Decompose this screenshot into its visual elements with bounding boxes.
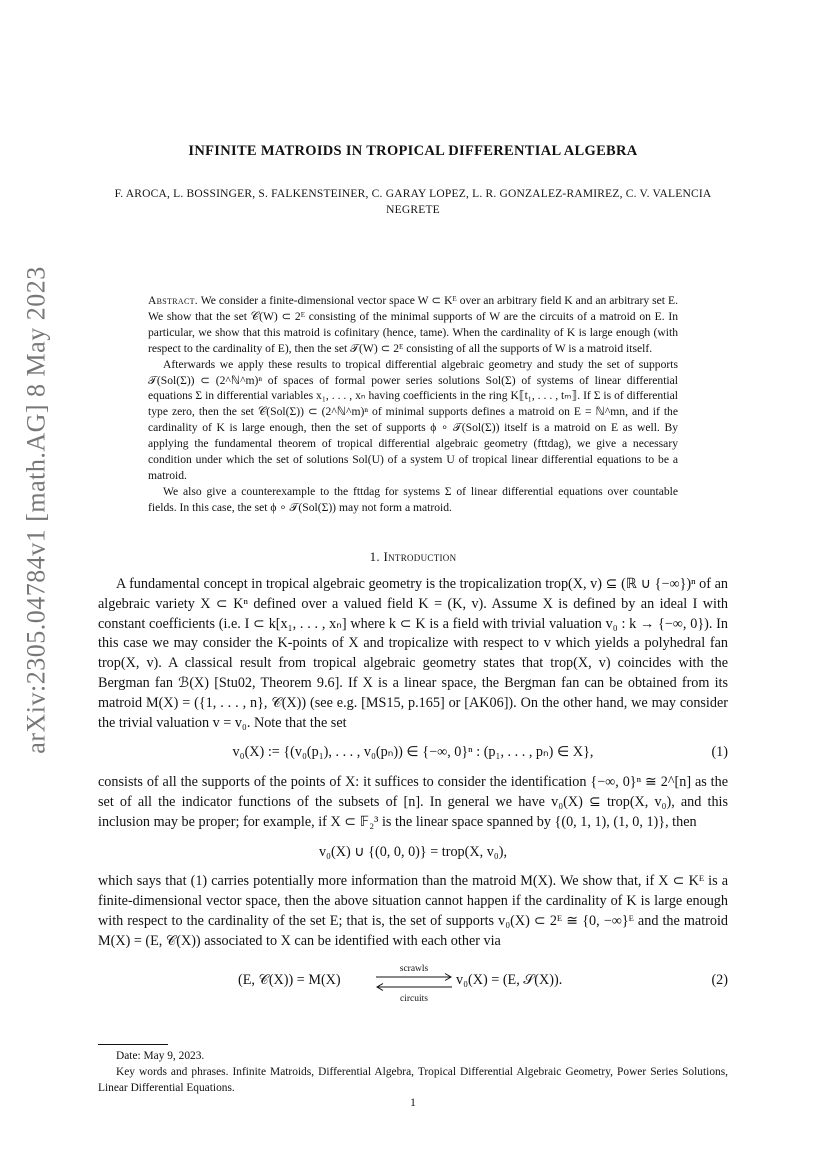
equation-1-content: v₀(X) := {(v₀(p₁), . . . , v₀(pₙ)) ∈ {−∞, 0}ⁿ : (p₁, . . . , pₙ) ∈ X}, bbox=[232, 744, 594, 761]
abstract-paragraph-3: We also give a counterexample to the fttdag for systems Σ of linear differential equations over countable fields. In this case, the set ϕ ∘ 𝒯(Sol(Σ)) may not form a matroid. bbox=[148, 484, 678, 514]
abstract bbox=[148, 293, 678, 516]
equation-2-rhs: v₀(X) = (E, 𝒮(X)). bbox=[456, 971, 563, 988]
equation-2-lhs: (E, 𝒞(X)) = M(X) bbox=[238, 971, 341, 988]
page-number: 1 bbox=[410, 1097, 416, 1109]
author-list: F. AROCA, L. BOSSINGER, S. FALKENSTEINER, C. GARAY LOPEZ, L. R. GONZALEZ-RAMIREZ, C. V. VALENCIA NEGRETE bbox=[114, 188, 712, 216]
equation-2-arrows bbox=[374, 960, 454, 1004]
footnote-date: Date: May 9, 2023. bbox=[116, 1050, 205, 1062]
equation-unnumbered-content: v₀(X) ∪ {(0, 0, 0)} = trop(X, v₀), bbox=[318, 843, 508, 860]
body-paragraph-3: which says that (1) carries potentially more information than the matroid M(X). We show that, if X ⊂ Kᴱ is a finite-dimensional vector space, then the above situation cannot happen if the cardinality of K is large enough with respect to the cardinality of the set E; that is, the set of supports v₀(X) ⊂ 2ᴱ ≅ {0, −∞}ᴱ and the matroid M(X) = (E, 𝒞(X)) associated to X can be identified with each other via bbox=[98, 873, 728, 949]
arxiv-sidebar-stamp bbox=[20, 266, 54, 754]
body-paragraph-1: A fundamental concept in tropical algebraic geometry is the tropicalization trop(X, v) ⊆ (ℝ ∪ {−∞})ⁿ of an algebraic variety X ⊂ Kⁿ defined over a valued field K = (K, v). Assume X is defined by an ideal I with constant coefficients (i.e. I ⊂ k[x₁, . . . , xₙ] where k ⊂ K is a field with trivial valuation v₀ : k → {−∞, 0}). In this case we may consider the K-points of X and tropicalize with respect to v which yields a polyhedral fan trop(X, v). A classical result from tropical algebraic geometry states that trop(X, v) coincides with the Bergman fan ℬ(X) [Stu02, Theorem 9.6]. If X is a linear space, the Bergman fan can be obtained from its matroid M(X) = ({1, . . . , n}, 𝒞(X)) (see e.g. [MS15, p.165] or [AK06]). On the other hand, we may consider the trivial valuation v = v₀. Note that the set bbox=[98, 576, 728, 731]
equation-unnumbered bbox=[98, 843, 728, 863]
equation-2-number: (2) bbox=[711, 971, 728, 988]
body-text bbox=[98, 575, 728, 1010]
arrow-label-circuits: circuits bbox=[400, 993, 428, 1004]
equation-1-number: (1) bbox=[711, 744, 728, 761]
body-paragraph-2: consists of all the supports of the points of X: it suffices to consider the identification {−∞, 0}ⁿ ≅ 2^[n] as the set of all the indicator functions of the subsets of [n]. In general we have v₀(X) ⊆ trop(X, v₀), and this inclusion may be proper; for example, if X ⊂ 𝔽₂³ is the linear space spanned by {(0, 1, 1), (1, 0, 1)}, then bbox=[98, 774, 728, 830]
footnotes bbox=[98, 1049, 728, 1096]
equation-1 bbox=[98, 743, 728, 763]
abstract-heading: Abstract. bbox=[148, 294, 198, 307]
paper-title: INFINITE MATROIDS IN TROPICAL DIFFERENTIAL ALGEBRA bbox=[188, 143, 638, 159]
abstract-paragraph-2: Afterwards we apply these results to tropical differential algebraic geometry and study the set of supports 𝒯(Sol(Σ)) ⊂ (2^ℕ^m)ⁿ of spaces of formal power series solutions Sol(Σ) of systems of linear differential equations Σ in differential variables x₁, . . . , xₙ having coefficients in the ring K⟦t₁, . . . , tₘ⟧. If Σ is of differential type zero, then the set 𝒞(Sol(Σ)) ⊂ (2^ℕ^m)ⁿ of minimal supports defines a matroid on E = ℕ^mn, and if the cardinality of K is large enough, then the set of supports ϕ ∘ 𝒯(Sol(Σ)) itself is a matroid on E as well. By applying the fundamental theorem of tropical differential algebraic geometry (fttdag), we give a necessary condition under which the set of solutions Sol(U) of a system U of tropical linear differential equations to be a matroid. bbox=[148, 357, 678, 482]
arxiv-identifier: arXiv:2305.04784v1 [math.AG] 8 May 2023 bbox=[22, 266, 51, 754]
arrow-label-scrawls: scrawls bbox=[399, 963, 429, 974]
footnote-rule bbox=[98, 1044, 168, 1045]
right-arrow-icon bbox=[374, 972, 454, 982]
section-heading-introduction: 1. Introduction bbox=[369, 549, 457, 564]
equation-2 bbox=[98, 960, 728, 1004]
abstract-text-1: We consider a finite-dimensional vector space W ⊂ Kᴱ over an arbitrary field K and an arbitrary set E. We show that the set 𝒞(W) ⊂ 2ᴱ consisting of the minimal supports of W are the circuits of a matroid on E. In particular, we show that this matroid is cofinitary (hence, tame). When the cardinality of K is large enough (with respect to the cardinality of E), then the set 𝒯(W) ⊂ 2ᴱ consisting of all the supports of W is a matroid itself. bbox=[148, 294, 678, 355]
abstract-paragraph-1 bbox=[148, 293, 678, 357]
footnote-keywords: Key words and phrases. Infinite Matroids, Differential Algebra, Tropical Differential Algebraic Geometry, Power Series Solutions, Linear Differential Equations. bbox=[98, 1065, 728, 1094]
